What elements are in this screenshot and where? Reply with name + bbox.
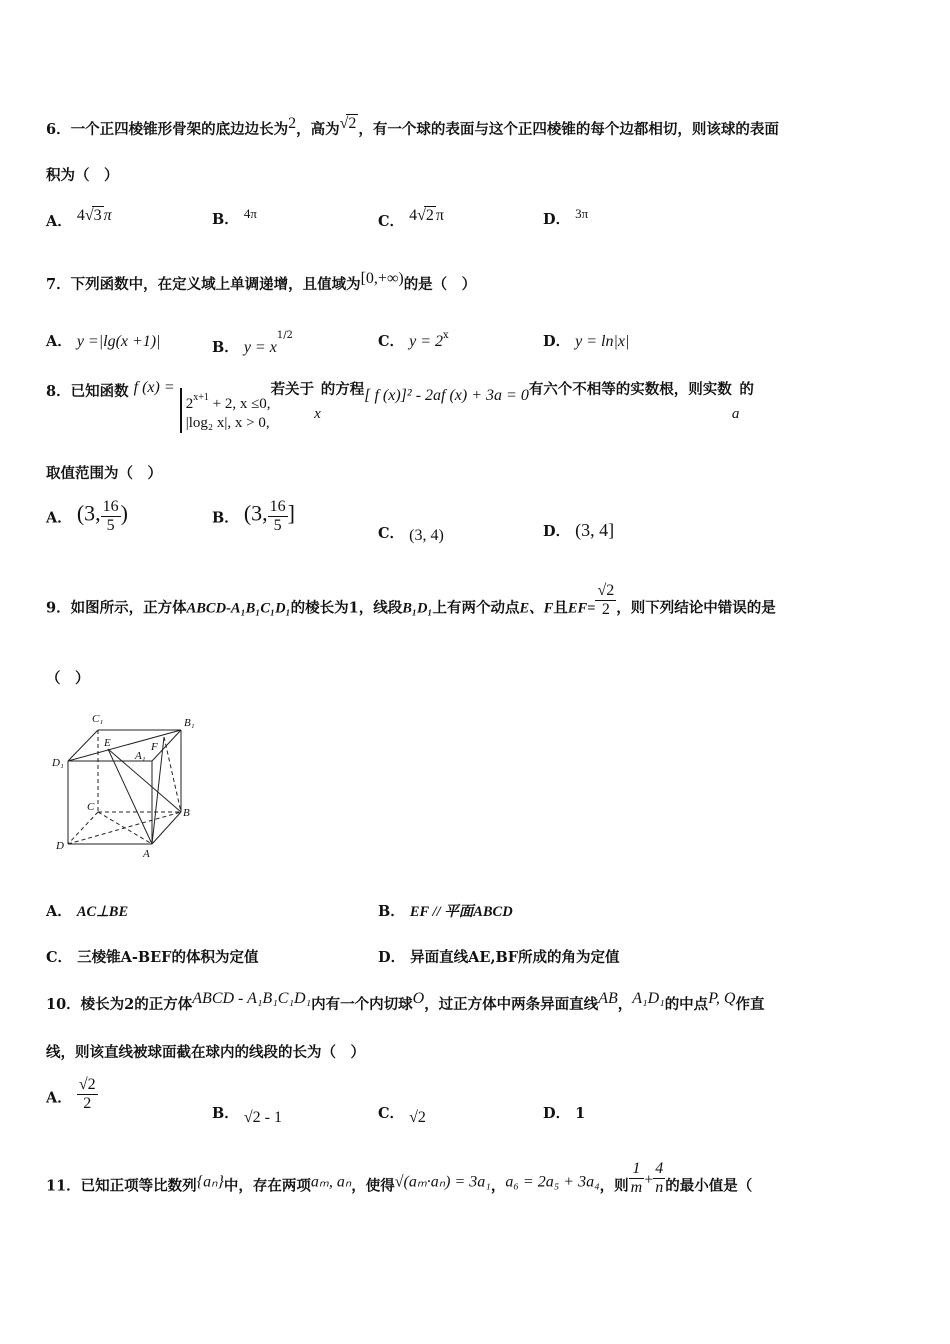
q7-text-a: 7．下列函数中，在定义域上单调递增，且值域为 [46,276,361,293]
q6-option-c-rad: 2 [425,207,434,224]
label-f: F [151,741,158,753]
q11-frac1 [629,1160,645,1197]
q8-option-b-num: 16 [269,498,286,515]
q11-relation: a₆ = 2a₅ + 3a₄ [505,1173,600,1191]
q8-text-b: 若关于 [270,381,315,398]
q6-option-a-label: A． [46,213,72,230]
q8-option-b[interactable] [212,498,295,535]
q7-option-c-exp: x [443,330,449,341]
q6-option-a-rad: 3 [93,207,102,224]
label-a1: A₁ [135,750,146,762]
q11-text-b: 中，存在两项 [223,1177,311,1195]
label-e: E [104,737,111,749]
cube-edge-ab [152,812,181,844]
q9-option-d[interactable] [378,946,620,967]
q8-option-d[interactable] [543,520,614,541]
q7-option-d-label: D． [543,333,571,350]
q9-text-a: 9．如图所示，正方体 [46,599,187,617]
q9-text-d: 且 [553,599,568,617]
q9-option-c-label: C． [46,949,73,966]
q9-ef-frac [595,582,616,619]
q8-option-d-label: D． [543,523,571,540]
q9-text-c: 上有两个动点 [432,599,520,617]
cube-line-fb [164,737,181,812]
q6-option-a-coef: 4 [76,207,85,224]
q6-text-c: ，有一个球的表面与这个正四棱锥的每个边都相切，则该球的表面 [358,121,779,138]
q8-line1 [46,378,754,433]
q8-piecewise [180,388,271,433]
q9-points: E、F [519,600,554,617]
q11-line1 [46,1160,752,1197]
q8-case2: |log₂ x|, x > 0, [185,414,270,431]
q9-option-d-label: D． [378,949,406,966]
q9-cube-figure [48,706,208,866]
q8-case1-tail: + 2, x ≤0, [208,395,271,412]
q10-line1 [46,990,764,1014]
q9-line1 [46,582,776,619]
q10-option-b-label: B． [212,1105,239,1122]
q8-option-a-den: 5 [106,517,115,534]
q7-text-b: 的是（ ） [403,276,477,293]
q7-option-b-value: y = x [243,339,277,356]
q8-option-b-frac [268,498,288,535]
label-b: B [183,807,190,819]
q8-option-c-label: C． [378,525,405,542]
q10-option-c-label: C． [378,1105,405,1122]
q11-condition: √(aₘ·aₙ) = 3a₁ [394,1173,491,1191]
q6-option-d[interactable] [543,206,588,229]
q7-option-b-label: B． [212,339,239,356]
q6-option-b-label: B． [212,211,239,228]
q6-line1 [46,114,779,139]
cube-edge-d1c1 [68,730,98,761]
q9-option-b-value: EF // 平面ABCD [409,904,513,920]
q8-text-a: 8．已知函数 [46,383,129,400]
q10-option-b-value: √2 - 1 [243,1109,282,1126]
q10-option-a-num: √2 [78,1076,96,1093]
q10-option-d-label: D． [543,1105,571,1122]
q6-option-c-pi: π [435,207,444,224]
q6-base: 2 [288,115,297,132]
q11-terms: aₘ, aₙ [310,1173,352,1191]
q7-option-a-label: A． [46,333,72,350]
q8-option-c-value: (3, 4) [409,527,444,544]
q6-option-c-coef: 4 [409,207,418,224]
q9-ef-num: √2 [597,582,615,599]
q9-option-a-label: A． [46,903,72,920]
q10-option-a[interactable] [46,1076,98,1113]
q8-var-a: a [731,406,740,422]
q6-option-d-value: 3π [575,206,589,221]
q8-option-a-frac [101,498,121,535]
q9-option-b-label: B． [378,903,405,920]
q8-option-a-right: ) [120,500,128,526]
q6-option-a-pi: π [103,207,112,224]
q7-option-a-value: y =|lg(x +1)| [76,333,161,350]
q7-option-b-exp: 1/2 [276,330,293,341]
label-b1: B₁ [184,717,195,729]
q8-var-x: x [314,406,321,422]
cube-edge-cd [68,812,98,844]
q11-text-f: 的最小值是（ [665,1177,753,1195]
q10-option-c-value: √2 [409,1109,426,1126]
q8-case1 [186,388,271,414]
q10-option-d[interactable] [543,1102,585,1123]
q8-equation: [ f (x)]² - 2af (x) + 3a = 0 [364,387,529,404]
q8-option-b-label: B． [212,509,239,527]
q6-option-a[interactable] [46,206,112,231]
q8-text-e: 的 [739,381,754,398]
q11-text-a: 11．已知正项等比数列 [46,1177,197,1195]
q10-text-e: 作直 [735,996,765,1013]
q8-text-d: 有六个不相等的实数根，则实数 [528,381,732,398]
q8-option-a-label: A． [46,509,72,527]
q9-option-d-value: 异面直线AE,BF所成的角为定值 [410,949,620,966]
q10-cube: ABCD - A₁B₁C₁D₁ [192,990,312,1007]
q9-option-a[interactable] [46,900,128,921]
q6-option-d-label: D． [543,211,571,228]
q10-text-d: 的中点 [664,996,709,1013]
q9-option-c-value: 三棱锥A-BEF的体积为定值 [77,949,259,966]
q11-seq: {aₙ} [196,1173,224,1191]
cube-diag-d1b1 [68,730,181,761]
q6-option-c[interactable] [378,206,444,231]
q9-segment: B₁D₁ [402,600,433,617]
label-d1: D₁ [52,757,64,769]
q8-line2: 取值范围为（ ） [46,465,162,482]
q11-text-c: ，使得 [351,1177,395,1195]
label-c: C [87,801,95,813]
q7-option-b[interactable] [212,330,293,357]
q10-option-a-frac [77,1076,98,1113]
q8-case1-base: 2 [185,395,194,412]
q7-option-c-label: C． [378,333,405,350]
q8-option-b-left: (3, [243,500,268,526]
q6-option-b[interactable] [212,206,257,229]
label-c1: C₁ [92,713,104,725]
q8-option-c[interactable] [378,522,444,545]
q11-frac1-num: 1 [629,1160,645,1179]
q10-pq: P, Q [708,990,736,1007]
q8-option-a[interactable] [46,498,128,535]
q6-option-c-value: 4√2 π [409,207,444,224]
q10-option-d-value: 1 [575,1105,586,1122]
q6-option-a-value: 4√3 π [76,207,112,224]
q8-case1-exp: x+1 [193,391,209,403]
q11-plus: + [644,1171,654,1189]
q9-ef-den: 2 [601,601,610,618]
label-a: A [143,848,150,860]
q7-line1 [46,270,476,294]
q7-option-a[interactable] [46,330,161,351]
q10-text-c: ，过正方体中两条异面直线 [424,996,599,1013]
q6-height: √2 [339,115,357,132]
q8-text-c: 的方程 [320,381,365,398]
q11-frac2 [653,1160,665,1197]
q10-o: O [412,990,425,1007]
q10-text-a: 10．棱长为2的正方体 [46,996,193,1013]
cube-line-db [68,812,181,844]
q10-line2: 线，则该直线被球面截在球内的线段的长为（ ） [46,1044,365,1061]
q6-height-rad: 2 [348,115,357,132]
q7-option-d[interactable] [543,330,629,351]
q11-text-e: ，则 [599,1177,629,1195]
q6-text-b: ，高为 [296,121,340,138]
q11-text-d: ， [490,1177,506,1195]
q6-option-b-value: 4π [243,206,257,221]
q9-text-b: 的棱长为1，线段 [290,599,403,617]
q10-a1d1: A₁D₁ [632,990,665,1007]
q11-frac2-num: 4 [655,1160,664,1177]
q6-option-c-label: C． [378,213,405,230]
q10-option-b[interactable] [212,1102,282,1127]
q9-text-e: ，则下列结论中错误的是 [616,599,776,617]
q10-option-c[interactable] [378,1102,426,1127]
q11-frac1-den: m [630,1179,643,1196]
q10-option-a-den: 2 [83,1095,92,1112]
label-d: D [56,840,64,852]
q7-option-d-value: y = ln|x| [575,333,630,350]
q10-text-b: 内有一个内切球 [311,996,413,1013]
q7-range: [0,+∞) [360,270,404,287]
q10-option-a-label: A． [46,1089,72,1107]
q9-cube: ABCD-A₁B₁C₁D₁ [186,600,291,617]
q10-comma: ， [617,996,633,1013]
q7-option-c-value: y = 2 [409,333,444,350]
q8-option-a-num: 16 [102,498,119,515]
q7-option-c[interactable] [378,330,449,351]
q10-ab: AB [598,990,618,1007]
cube-line-ea [108,749,152,844]
q9-line2: （ ） [46,670,90,687]
q8-option-d-value: (3, 4] [575,520,615,540]
cube-line-fa [152,737,164,844]
q8-option-b-den: 5 [273,517,282,534]
q9-option-a-value: AC⊥BE [76,904,129,920]
q9-ef: EF= [567,600,596,617]
q9-option-b[interactable] [378,900,513,921]
q8-option-b-right: ] [287,500,295,526]
q6-line2: 积为（ ） [46,167,119,184]
q6-text-a: 6．一个正四棱锥形骨架的底边边长为 [46,121,289,138]
q8-option-a-left: (3, [76,500,101,526]
q8-fx: f (x) = [133,379,175,396]
q11-frac2-den: n [655,1179,664,1196]
q9-option-c[interactable] [46,946,258,967]
